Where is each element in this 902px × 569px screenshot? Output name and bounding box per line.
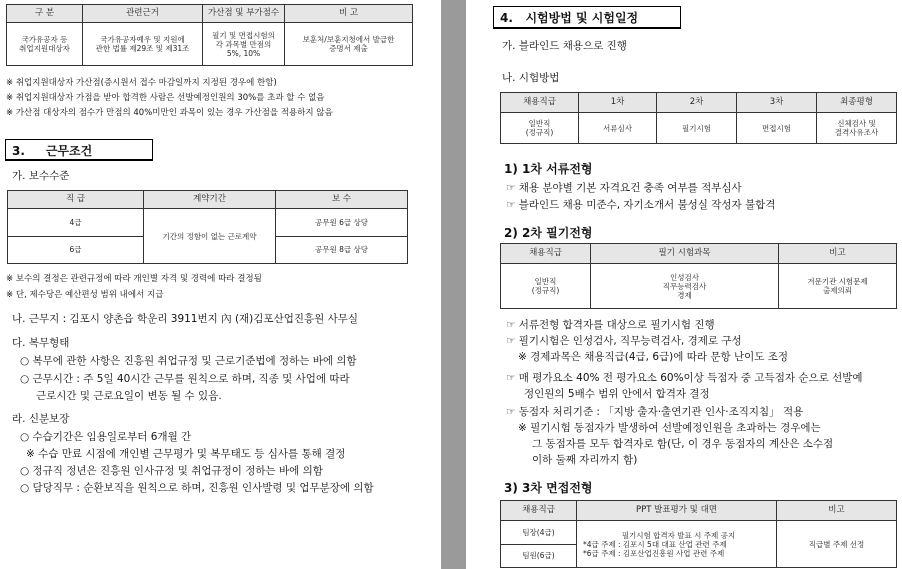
- method-heading: 나. 시험방법: [502, 72, 560, 84]
- blind-line: 가. 블라인드 채용으로 진행: [502, 40, 627, 52]
- interview-table: [500, 500, 897, 568]
- table-header: 비고: [779, 244, 897, 264]
- table-cell: 면접시험: [737, 113, 817, 144]
- bonus-points-table: [6, 4, 413, 66]
- list-item: ○ 근무시간 : 주 5일 40시간 근무를 원칙으로 하며, 직종 및 사업에 따라: [20, 373, 350, 385]
- section-title: 근무조건: [45, 144, 93, 158]
- table-header: 1차: [579, 93, 657, 113]
- table-header: 구 분: [7, 5, 83, 23]
- table-cell: 국가유공자예우 및 지원에 관한 법률 제29조 및 제31조: [83, 23, 203, 66]
- list-item: ☞ 매 평가요소 40% 전 평가요소 60%이상 득점자 중 고득점자 순으로 선발예: [506, 372, 863, 384]
- document-page-right: [466, 0, 902, 569]
- list-item: 정인원의 5배수 범위 안에서 합격자 결정: [524, 388, 710, 400]
- table-header: 3차: [737, 93, 817, 113]
- content-line: *4급 주제 : 김포시 5대 대표 산업 관련 주제: [583, 539, 727, 549]
- service-heading: 다. 복무형태: [12, 337, 70, 349]
- table-header: 채용직급: [501, 93, 579, 113]
- pay-heading: 가. 보수수준: [12, 170, 70, 182]
- table-header: 비 고: [285, 5, 413, 23]
- section-number: 4.: [500, 11, 513, 25]
- list-item: ☞ 블라인드 채용 미준수, 자기소개서 불성실 작성자 불합격: [506, 199, 776, 211]
- note-line: ※ 단, 제수당은 예산편성 범위 내에서 지급: [6, 290, 164, 300]
- list-item: ○ 수습기간은 임용일로부터 6개월 간: [20, 431, 192, 443]
- section-number: 3.: [12, 144, 25, 158]
- table-header: 직 급: [8, 191, 144, 209]
- table-cell: [577, 521, 777, 568]
- table-cell: 6급: [8, 236, 144, 264]
- table-header: 최종평형: [817, 93, 897, 113]
- table-cell: 공무원 6급 상당: [276, 209, 408, 237]
- list-item: ☞ 동점자 처리기준 : 「지방 출자·출연기관 인사·조직지침」 적용: [506, 406, 804, 418]
- table-cell: 팀원(6급): [501, 544, 577, 568]
- table-cell: 겨문기관 시험문제 출제의뢰: [779, 264, 897, 309]
- table-header: 보 수: [276, 191, 408, 209]
- list-item: ○ 복무에 관한 사항은 진흥원 취업규정 및 근로기준법에 정하는 바에 의함: [20, 355, 357, 367]
- table-header: 2차: [657, 93, 737, 113]
- note-line: ※ 취업지원대상자 가산점(증시원서 접수 마감일까지 지정된 경우에 한함): [6, 78, 277, 88]
- table-cell: 팀장(4급): [501, 521, 577, 545]
- pay-table: [7, 190, 408, 264]
- table-header: PPT 발표평가 및 대면: [577, 501, 777, 521]
- table-cell: 4급: [8, 209, 144, 237]
- table-header: 채용직급: [501, 244, 591, 264]
- table-cell: 서류심사: [579, 113, 657, 144]
- table-cell: 직급별 주제 선정: [777, 521, 897, 568]
- list-item: 근로시간 및 근로요일이 변동 될 수 있음.: [36, 390, 222, 402]
- content-line: *6급 주제 : 김포산업진흥원 사업 관련 주제: [583, 548, 725, 558]
- table-cell: 공무원 8급 상당: [276, 236, 408, 264]
- table-header: 계약기간: [144, 191, 276, 209]
- list-item: ☞ 서류전형 합격자를 대상으로 필기시험 진행: [506, 319, 715, 331]
- table-cell: 보훈처/보훈지청에서 발급한 증명서 제출: [285, 23, 413, 66]
- status-heading: 라. 신분보장: [12, 413, 70, 425]
- list-item: 그 동점자를 모두 합격자로 함(단, 이 경우 동점자의 계산은 소수점: [532, 438, 834, 450]
- list-item: ※ 수습 만료 시점에 개인별 근무평가 및 복무태도 등 심사를 통해 결정: [26, 448, 346, 460]
- stage3-heading: 3) 3차 면접전형: [504, 481, 593, 495]
- table-cell: 국가유공자 등 취업지원대상자: [7, 23, 83, 66]
- stage1-heading: 1) 1차 서류전형: [504, 162, 593, 176]
- section-title: 시험방법 및 시험일정: [525, 11, 639, 25]
- table-cell: 일반직 (정규직): [501, 113, 579, 144]
- table-cell: 필기시험: [657, 113, 737, 144]
- table-header: 비고: [777, 501, 897, 521]
- table-header: 가산점 및 부가점수: [203, 5, 285, 23]
- note-line: ※ 가산점 대상자의 점수가 만점의 40%미만인 과목이 있는 경우 가산점을 적용하지 않음: [6, 108, 333, 118]
- written-exam-table: [500, 243, 897, 309]
- section-heading-3: [5, 139, 153, 161]
- table-header: 필기 시험과목: [591, 244, 779, 264]
- table-header: 관련근거: [83, 5, 203, 23]
- list-item: ○ 정규직 정년은 진흥원 인사규정 및 취업규정이 정하는 바에 의함: [20, 465, 323, 477]
- workplace-line: 나. 근무지 : 김포시 양촌읍 학운리 3911번지 內 (재)김포산업진흥원 사무실: [12, 313, 359, 325]
- list-item: ☞ 필기시험은 인성검사, 직무능력검사, 경제로 구성: [506, 335, 742, 347]
- table-cell: 인성검사 직무능력검사 경제: [591, 264, 779, 309]
- section-heading-4: [493, 6, 681, 29]
- list-item: 이하 둘째 자리까지 함): [532, 454, 638, 466]
- content-line: 필기시험 합격자 발표 시 주제 공지: [621, 530, 736, 540]
- list-item: ※ 경제과목은 채용직급(4급, 6급)에 따라 문항 난이도 조정: [518, 351, 789, 363]
- list-item: ※ 필기시험 동점자가 발생하여 선발예정인원을 초과하는 경우에는: [518, 422, 821, 434]
- list-item: ○ 담당직무 : 순환보직을 원칙으로 하며, 진흥원 인사발령 및 업무분장에 의함: [20, 482, 374, 494]
- note-line: ※ 보수의 결정은 관련규정에 따라 개인별 자격 및 경력에 따라 결정됨: [6, 274, 262, 284]
- table-header: 채용직급: [501, 501, 577, 521]
- table-cell: 일반직 (정규직): [501, 264, 591, 309]
- exam-method-table: [500, 92, 897, 144]
- table-cell: 기간의 정함이 없는 근로계약: [144, 209, 276, 264]
- table-cell: 신체검사 및 결격사유조사: [817, 113, 897, 144]
- document-page-left: [0, 0, 441, 569]
- list-item: ☞ 채용 분야별 기본 자격요건 충족 여부를 적부심사: [506, 182, 742, 194]
- note-line: ※ 취업지원대상자 가점을 받아 합격한 사람은 선발예정인원의 30%를 초과 할 수 없음: [6, 93, 325, 103]
- stage2-heading: 2) 2차 필기전형: [504, 226, 593, 240]
- table-cell: 필기 및 면접시험의 각 과목별 만점의 5%, 10%: [203, 23, 285, 66]
